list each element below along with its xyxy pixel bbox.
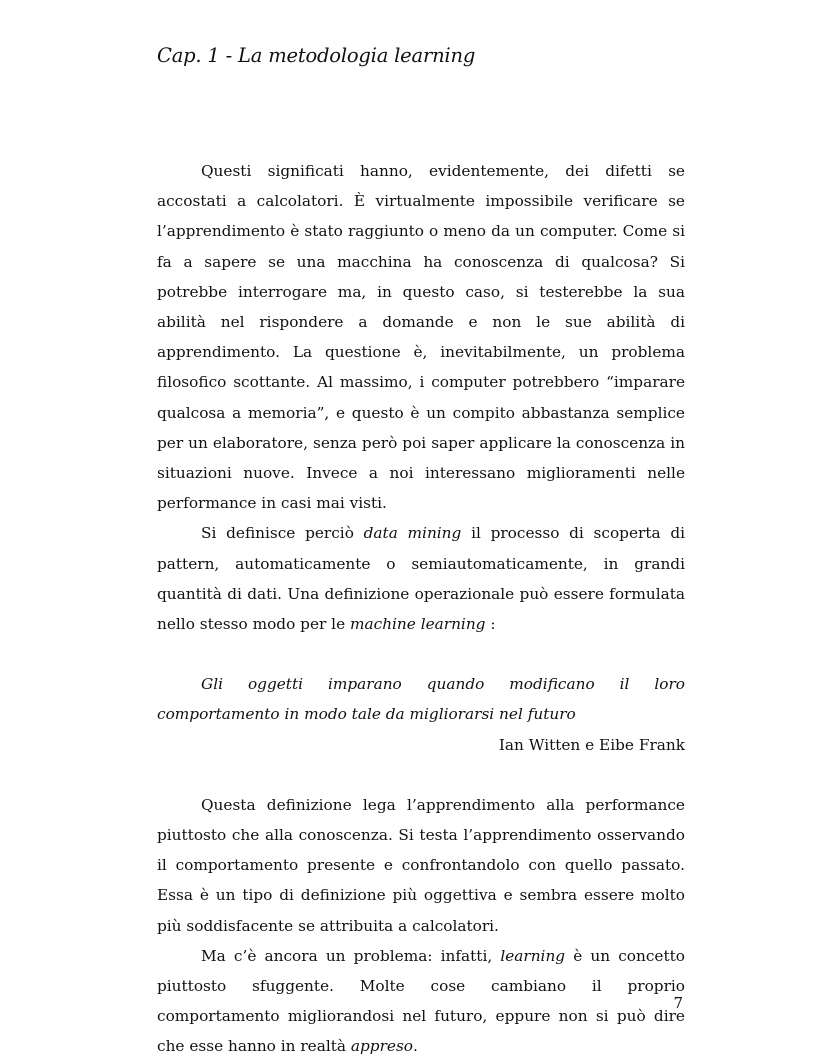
chapter-header: Cap. 1 - La metodologia learning bbox=[157, 44, 476, 67]
term-machine-learning: machine learning bbox=[350, 615, 486, 634]
p2-text-b: il processo di scoperta di pattern, automaticamente o semiautomaticamente, in grandi quantità di dati. Una definizione operazionale può essere formulata nello stesso modo per le bbox=[157, 524, 686, 634]
paragraph-4 bbox=[157, 941, 685, 1062]
p2-text-c: : bbox=[485, 615, 496, 634]
definition-quote: Gli oggetti imparano quando modificano il loro comportamento in modo tale da migliorarsi nel futuro bbox=[157, 675, 685, 724]
paragraph-2 bbox=[157, 518, 685, 639]
paragraph-3: Questa definizione lega l’apprendimento alla performance piuttosto che alla conoscenza. Si testa l’apprendimento osservando il comportamento presente e confrontandolo con quello passato. Essa è un tipo di definizione più oggettiva e sembra essere molto più soddisfacente se attribuita a calcolatori. bbox=[157, 795, 685, 935]
p2-text-a: Si definisce perciò bbox=[201, 524, 364, 543]
p4-text-a: Ma c’è ancora un problema: infatti, bbox=[201, 946, 501, 965]
quote-author: Ian Witten e Eibe Frank bbox=[498, 735, 685, 754]
document-body bbox=[157, 156, 685, 1062]
term-appreso: appreso bbox=[350, 1037, 414, 1056]
term-data-mining: data mining bbox=[363, 524, 462, 543]
paragraph-1: Questi significati hanno, evidentemente, dei difetti se accostati a calcolatori. È virtualmente impossibile verificare se l’apprendimento è stato raggiunto o meno da un computer. Come si fa a sapere se una macchina ha conoscenza di qualcosa? Si potrebbe interrogare ma, in questo caso, si testerebbe la sua abilità nel rispondere a domande e non le sue abilità di apprendimento. La questione è, inevitabilmente, un problema filosofico scottante. Al massimo, i computer potrebbero “imparare qualcosa a memoria”, e questo è un compito abbastanza semplice per un elaboratore, senza però poi saper applicare la conoscenza in situazioni nuove. Invece a noi interessano miglioramenti nelle performance in casi mai visti. bbox=[157, 162, 685, 513]
spacer bbox=[157, 760, 685, 790]
p4-text-c: . bbox=[413, 1037, 418, 1056]
spacer bbox=[157, 639, 685, 669]
page-number: 7 bbox=[673, 994, 683, 1012]
p4-text-b: è un concetto piuttosto sfuggente. Molte cose cambiano il proprio comportamento migliorandosi nel futuro, eppure non si può dire che esse hanno in realtà bbox=[157, 946, 685, 1056]
term-learning: learning bbox=[500, 946, 566, 965]
